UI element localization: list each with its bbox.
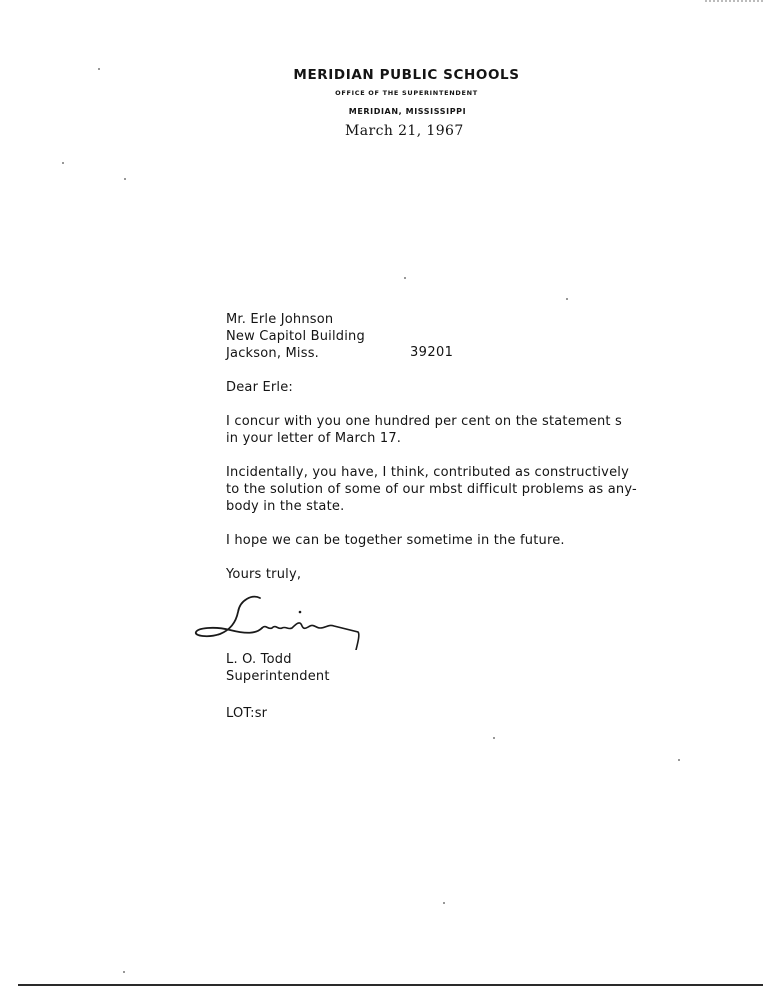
typist-initials: LOT:sr (226, 706, 268, 721)
letter-date: March 21, 1967 (345, 123, 464, 139)
closing: Yours truly, (226, 567, 302, 582)
paragraph-2-line-2: to the solution of some of our mbst difficult problems as any- (226, 482, 637, 497)
recipient-address: New Capitol Building (226, 329, 365, 344)
paragraph-1-line-2: in your letter of March 17. (226, 431, 402, 446)
signer-title: Superintendent (226, 669, 330, 684)
scan-speck (124, 178, 126, 180)
scan-speck (678, 759, 680, 761)
paragraph-2-line-3: body in the state. (226, 499, 345, 514)
recipient-city-state: Jackson, Miss. (226, 346, 320, 361)
letterhead-office: OFFICE OF THE SUPERINTENDENT (335, 89, 478, 97)
scan-speck (98, 68, 100, 70)
scan-speck (566, 298, 568, 300)
recipient-zip: 39201 (410, 345, 454, 360)
scan-speck (123, 971, 125, 973)
scan-speck (404, 277, 406, 279)
recipient-name: Mr. Erle Johnson (226, 312, 334, 327)
scan-speck (443, 902, 445, 904)
bottom-edge-line (18, 984, 763, 986)
signer-name: L. O. Todd (226, 652, 292, 667)
letterhead-city: MERIDIAN, MISSISSIPPI (348, 107, 467, 116)
paragraph-3-line-1: I hope we can be together sometime in the future. (226, 533, 565, 548)
scan-speck (62, 162, 64, 164)
paragraph-2-line-1: Incidentally, you have, I think, contributed as constructively (226, 465, 629, 480)
letterhead-organization: MERIDIAN PUBLIC SCHOOLS (293, 67, 520, 83)
scan-artifact-dots (705, 0, 763, 4)
salutation: Dear Erle: (226, 380, 293, 395)
paragraph-1-line-1: I concur with you one hundred per cent on the statement s (226, 414, 623, 429)
handwritten-signature (190, 590, 370, 650)
scan-speck (493, 737, 495, 739)
